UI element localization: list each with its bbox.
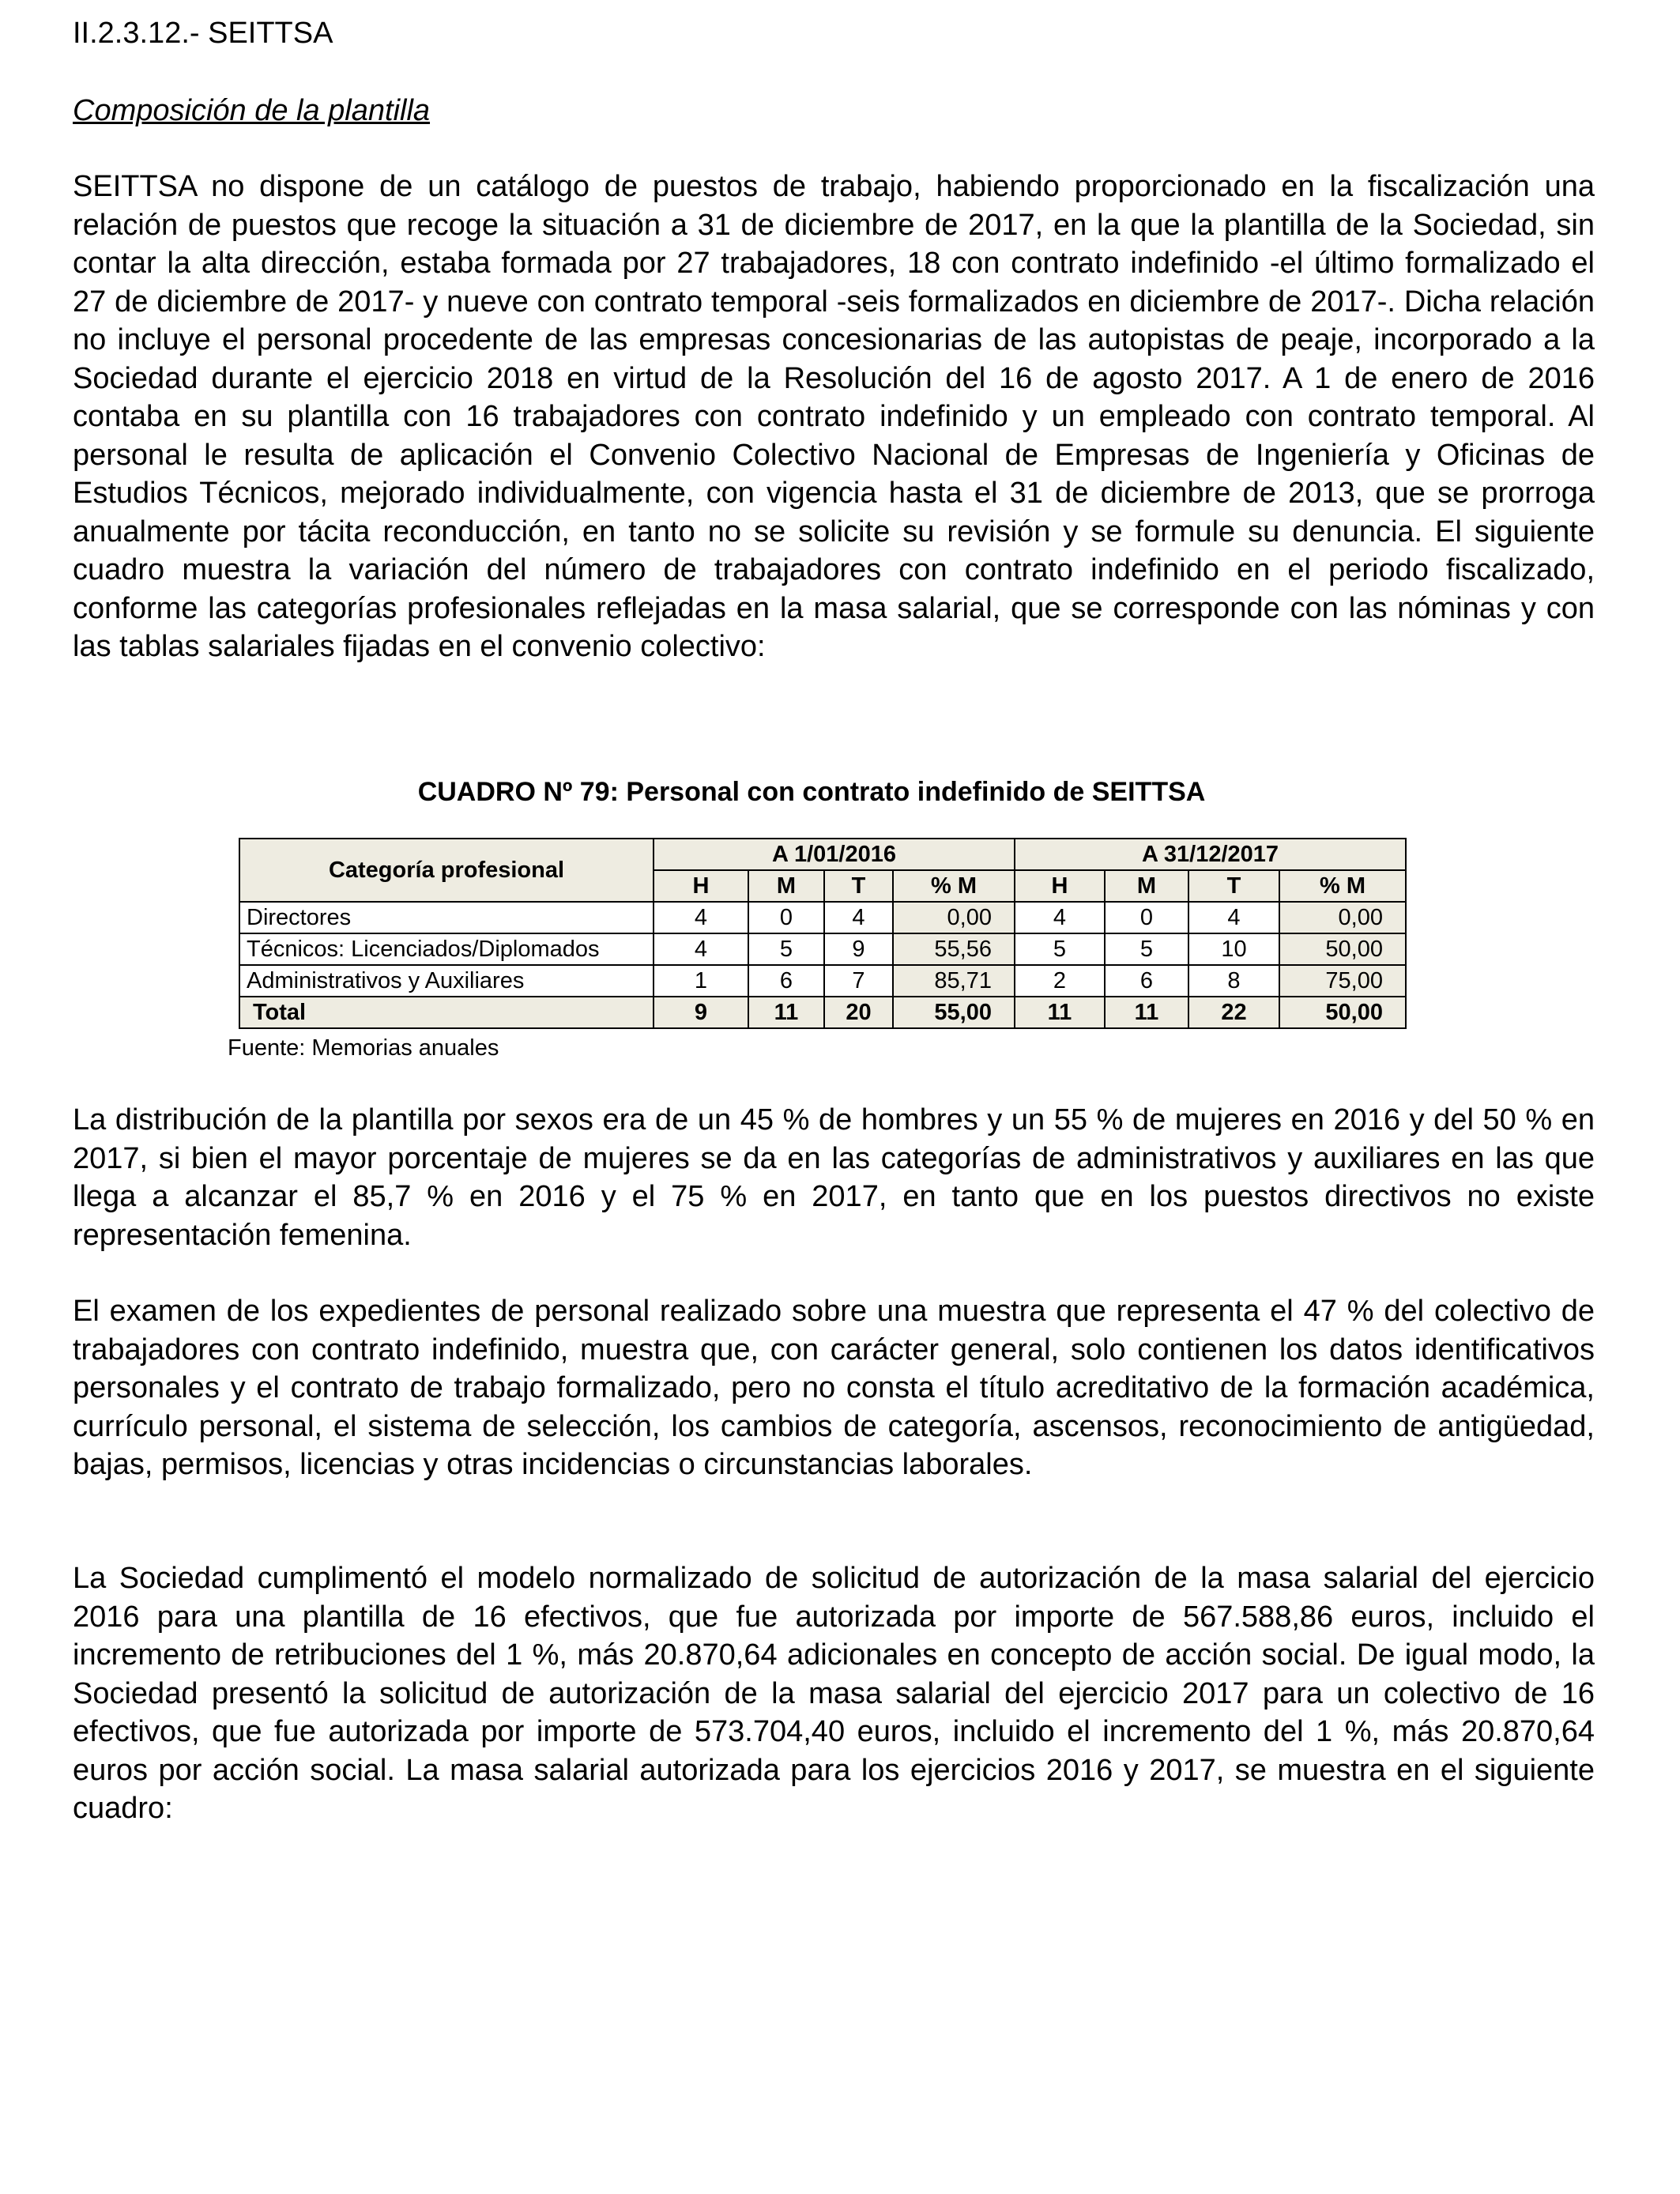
cell-pct-m-2017: 75,00 — [1279, 965, 1406, 997]
total-t-2016: 20 — [824, 997, 893, 1028]
cell-t-2017: 10 — [1188, 933, 1279, 965]
cell-t-2017: 8 — [1188, 965, 1279, 997]
col-header-m-2017: M — [1105, 870, 1188, 902]
col-header-t-2017: T — [1188, 870, 1279, 902]
col-header-t-2016: T — [824, 870, 893, 902]
table-row — [239, 965, 1406, 997]
paragraph-gender-distribution: La distribución de la plantilla por sexos era de un 45 % de hombres y un 55 % de mujeres en 2016 y del 50 % en 2017, si bien el mayor porcentaje de mujeres se da en las categorías de administrativos y auxiliares en las que llega a alcanzar el 85,7 % en 2016 y el 75 % en 2017, en tanto que en los puestos directivos no existe representación femenina. — [73, 1103, 1595, 1252]
cell-m-2017: 6 — [1105, 965, 1188, 997]
cell-pct-m-2016: 55,56 — [893, 933, 1015, 965]
cell-m-2016: 5 — [748, 933, 824, 965]
cell-h-2017: 5 — [1015, 933, 1105, 965]
col-header-h-2016: H — [654, 870, 748, 902]
cell-pct-m-2016: 0,00 — [893, 902, 1015, 933]
total-label: Total — [239, 997, 654, 1028]
total-h-2017: 11 — [1015, 997, 1105, 1028]
col-header-pct-m-2017: % M — [1279, 870, 1406, 902]
cell-h-2016: 4 — [654, 933, 748, 965]
cell-pct-m-2016: 85,71 — [893, 965, 1015, 997]
section-subheading: Composición de la plantilla — [73, 94, 431, 127]
cell-h-2016: 1 — [654, 965, 748, 997]
cell-h-2017: 4 — [1015, 902, 1105, 933]
cell-h-2016: 4 — [654, 902, 748, 933]
row-category: Directores — [239, 902, 654, 933]
table-row — [239, 933, 1406, 965]
paragraph-salary-mass: La Sociedad cumplimentó el modelo normalizado de solicitud de autorización de la masa salarial del ejercicio 2016 para una plantilla de 16 efectivos, que fue autorizada por importe de 567.588,86 euros, incluido el incremento de retribuciones del 1 %, más 20.870,64 adicionales en concepto de acción social. De igual modo, la Sociedad presentó la solicitud de autorización de la masa salarial del ejercicio 2017 para un colectivo de 16 efectivos, que fue autorizada por importe de 573.704,40 euros, incluido el incremento del 1 %, más 20.870,64 euros por acción social. La masa salarial autorizada para los ejercicios 2016 y 2017, se muestra en el siguiente cuadro: — [73, 1562, 1595, 1825]
total-h-2016: 9 — [654, 997, 748, 1028]
cell-t-2016: 7 — [824, 965, 893, 997]
section-heading: II.2.3.12.- SEITTSA — [73, 17, 333, 50]
paragraph-staff-composition: SEITTSA no dispone de un catálogo de puestos de trabajo, habiendo proporcionado en la fiscalización una relación de puestos que recoge la situación a 31 de diciembre de 2017, en la que la plantilla de la Sociedad, sin contar la alta dirección, estaba formada por 27 trabajadores, 18 con contrato indefinido -el último formalizado el 27 de diciembre de 2017- y nueve con contrato temporal -seis formalizados en diciembre de 2017-. Dicha relación no incluye el personal procedente de las empresas concesionarias de las autopistas de peaje, incorporado a la Sociedad durante el ejercicio 2018 en virtud de la Resolución del 16 de agosto 2017. A 1 de enero de 2016 contaba en su plantilla con 16 trabajadores con contrato indefinido y un empleado con contrato temporal. Al personal le resulta de aplicación el Convenio Colectivo Nacional de Empresas de Ingeniería y Oficinas de Estudios Técnicos, mejorado individualmente, con vigencia hasta el 31 de diciembre de 2013, que se prorroga anualmente por tácita reconducción, en tanto no se solicite su revisión y se formule su denuncia. El siguiente cuadro muestra la variación del número de trabajadores con contrato indefinido en el periodo fiscalizado, conforme las categorías profesionales reflejadas en la masa salarial, que se corresponde con las nóminas y con las tablas salariales fijadas en el convenio colectivo: — [73, 170, 1595, 663]
table-total-row — [239, 997, 1406, 1028]
table-header-row-1 — [239, 839, 1406, 870]
cell-t-2017: 4 — [1188, 902, 1279, 933]
row-category: Administrativos y Auxiliares — [239, 965, 654, 997]
cell-t-2016: 9 — [824, 933, 893, 965]
cell-m-2016: 6 — [748, 965, 824, 997]
paragraph-personnel-files: El examen de los expedientes de personal realizado sobre una muestra que representa el 47 % del colectivo de trabajadores con contrato indefinido, muestra que, con carácter general, solo contienen los datos identificativos personales y el contrato de trabajo formalizado, pero no consta el título acreditativo de la formación académica, currículo personal, el sistema de selección, los cambios de categoría, ascensos, reconocimiento de antigüedad, bajas, permisos, licencias y otras incidencias o circunstancias laborales. — [73, 1295, 1595, 1481]
cell-m-2017: 0 — [1105, 902, 1188, 933]
total-pct-m-2016: 55,00 — [893, 997, 1015, 1028]
cell-pct-m-2017: 50,00 — [1279, 933, 1406, 965]
period-1-header: A 1/01/2016 — [654, 839, 1015, 870]
total-t-2017: 22 — [1188, 997, 1279, 1028]
total-m-2016: 11 — [748, 997, 824, 1028]
table-source-note: Fuente: Memorias anuales — [228, 1035, 499, 1061]
category-header: Categoría profesional — [239, 839, 654, 902]
cell-t-2016: 4 — [824, 902, 893, 933]
period-2-header: A 31/12/2017 — [1015, 839, 1406, 870]
table-row — [239, 902, 1406, 933]
staff-table — [239, 838, 1407, 1029]
cell-h-2017: 2 — [1015, 965, 1105, 997]
cell-pct-m-2017: 0,00 — [1279, 902, 1406, 933]
table-caption: CUADRO Nº 79: Personal con contrato indefinido de SEITTSA — [417, 777, 1206, 807]
total-m-2017: 11 — [1105, 997, 1188, 1028]
cell-m-2017: 5 — [1105, 933, 1188, 965]
cell-m-2016: 0 — [748, 902, 824, 933]
col-header-pct-m-2016: % M — [893, 870, 1015, 902]
col-header-m-2016: M — [748, 870, 824, 902]
col-header-h-2017: H — [1015, 870, 1105, 902]
total-pct-m-2017: 50,00 — [1279, 997, 1406, 1028]
staff-table-container — [239, 838, 1407, 1029]
row-category: Técnicos: Licenciados/Diplomados — [239, 933, 654, 965]
